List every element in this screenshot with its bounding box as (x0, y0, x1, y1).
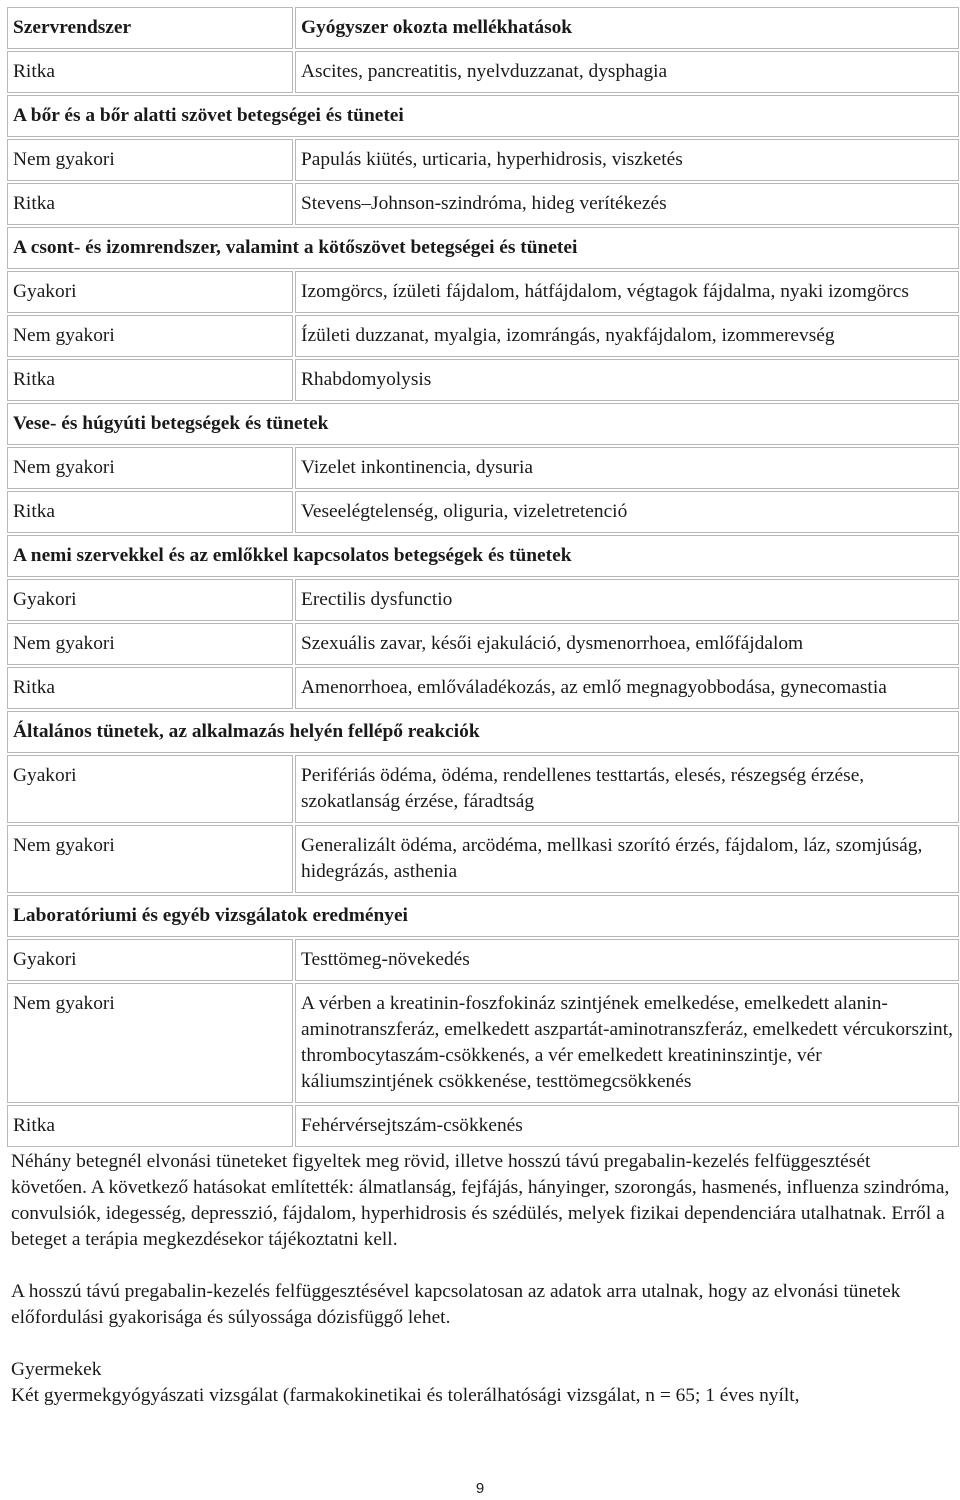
withdrawal-paragraph: Néhány betegnél elvonási tüneteket figyeltek meg rövid, illetve hosszú távú pregabalin-kezelés felfüggesztését követően. A következő hatásokat említették: álmatlanság, fejfájás, hányinger, szorongás, hasmenés, influenza szindróma, convulsiók, idegesség, depresszió, fájdalom, hyperhidrosis és szédülés, melyek fizikai dependenciára utalhatnak. Erről a beteget a terápia megkezdésekor tájékoztatni kell. (11, 1151, 950, 1250)
table-row (7, 755, 959, 823)
frequency-cell: Nem gyakori (7, 315, 293, 357)
section-header-row (7, 227, 959, 269)
children-paragraph: Két gyermekgyógyászati vizsgálat (farmakokinetikai és tolerálhatósági vizsgálat, n = 65; 1 éves nyílt, (11, 1385, 800, 1406)
effects-cell: Fehérvérsejtszám-csökkenés (295, 1105, 959, 1147)
frequency-cell: Gyakori (7, 271, 293, 313)
spacer (5, 1253, 957, 1279)
adverse-effects-table-body (7, 7, 959, 1147)
table-row (7, 183, 959, 225)
effects-cell: Perifériás ödéma, ödéma, rendellenes testtartás, elesés, részegség érzése, szokatlanság érzése, fáradtság (295, 755, 959, 823)
effects-cell: Erectilis dysfunctio (295, 579, 959, 621)
table-row (7, 939, 959, 981)
effects-cell: Veseelégtelenség, oliguria, vizeletretenció (295, 491, 959, 533)
table-row (7, 359, 959, 401)
effects-cell: Izomgörcs, ízületi fájdalom, hátfájdalom, végtagok fájdalma, nyaki izomgörcs (295, 271, 959, 313)
effects-cell: Amenorrhoea, emlőváladékozás, az emlő megnagyobbodása, gynecomastia (295, 667, 959, 709)
frequency-cell: Gyakori (7, 939, 293, 981)
section-header-row (7, 535, 959, 577)
frequency-cell: Nem gyakori (7, 825, 293, 893)
section-title: Laboratóriumi és egyéb vizsgálatok eredményei (7, 895, 959, 937)
effects-cell: Testtömeg-növekedés (295, 939, 959, 981)
document-page (5, 5, 957, 1409)
section-header-row (7, 895, 959, 937)
table-row (7, 51, 959, 93)
adverse-effects-table (5, 5, 960, 1149)
frequency-cell: Ritka (7, 491, 293, 533)
effects-cell: Rhabdomyolysis (295, 359, 959, 401)
section-title: A nemi szervekkel és az emlőkkel kapcsolatos betegségek és tünetek (7, 535, 959, 577)
effects-cell: Szexuális zavar, késői ejakuláció, dysmenorrhoea, emlőfájdalom (295, 623, 959, 665)
table-row (7, 315, 959, 357)
section-header-row (7, 711, 959, 753)
frequency-cell: Ritka (7, 359, 293, 401)
effects-cell: Stevens–Johnson-szindróma, hideg verítékezés (295, 183, 959, 225)
section-title: Vese- és húgyúti betegségek és tünetek (7, 403, 959, 445)
table-row (7, 623, 959, 665)
table-row (7, 1105, 959, 1147)
section-title: Általános tünetek, az alkalmazás helyén fellépő reakciók (7, 711, 959, 753)
frequency-cell: Gyakori (7, 755, 293, 823)
table-row (7, 983, 959, 1103)
effects-cell: A vérben a kreatinin-foszfokináz szintjének emelkedése, emelkedett alanin-aminotranszferáz, emelkedett aszpartát-aminotranszferáz, emelkedett vércukorszint, thrombocytaszám-csökkenés, a vér emelkedett kreatininszintje, vér káliumszintjének csökkenése, testtömegcsökkenés (295, 983, 959, 1103)
table-row (7, 447, 959, 489)
table-row (7, 579, 959, 621)
frequency-cell: Nem gyakori (7, 139, 293, 181)
frequency-cell: Ritka (7, 183, 293, 225)
spacer (5, 1331, 957, 1357)
effects-cell: Ízületi duzzanat, myalgia, izomrángás, nyakfájdalom, izommerevség (295, 315, 959, 357)
page-number: 9 (475, 1480, 485, 1497)
frequency-cell: Gyakori (7, 579, 293, 621)
header-adverse-effects: Gyógyszer okozta mellékhatások (295, 7, 959, 49)
section-title: A bőr és a bőr alatti szövet betegségei és tünetei (7, 95, 959, 137)
frequency-cell: Nem gyakori (7, 623, 293, 665)
frequency-cell: Ritka (7, 51, 293, 93)
effects-cell: Vizelet inkontinencia, dysuria (295, 447, 959, 489)
table-row (7, 491, 959, 533)
table-header-row (7, 7, 959, 49)
long-term-paragraph: A hosszú távú pregabalin-kezelés felfüggesztésével kapcsolatosan az adatok arra utalnak, hogy az elvonási tünetek előfordulási gyakorisága és súlyossága dózisfüggő lehet. (11, 1281, 901, 1328)
table-row (7, 667, 959, 709)
table-row (7, 825, 959, 893)
effects-cell: Ascites, pancreatitis, nyelvduzzanat, dysphagia (295, 51, 959, 93)
effects-cell: Papulás kiütés, urticaria, hyperhidrosis, viszketés (295, 139, 959, 181)
header-organ-system: Szervrendszer (7, 7, 293, 49)
section-title: A csont- és izomrendszer, valamint a kötőszövet betegségei és tünetei (7, 227, 959, 269)
table-row (7, 271, 959, 313)
effects-cell: Generalizált ödéma, arcödéma, mellkasi szorító érzés, fájdalom, láz, szomjúság, hidegrázás, asthenia (295, 825, 959, 893)
frequency-cell: Ritka (7, 1105, 293, 1147)
section-header-row (7, 403, 959, 445)
frequency-cell: Nem gyakori (7, 983, 293, 1103)
frequency-cell: Ritka (7, 667, 293, 709)
frequency-cell: Nem gyakori (7, 447, 293, 489)
children-heading: Gyermekek (11, 1359, 102, 1380)
section-header-row (7, 95, 959, 137)
table-row (7, 139, 959, 181)
